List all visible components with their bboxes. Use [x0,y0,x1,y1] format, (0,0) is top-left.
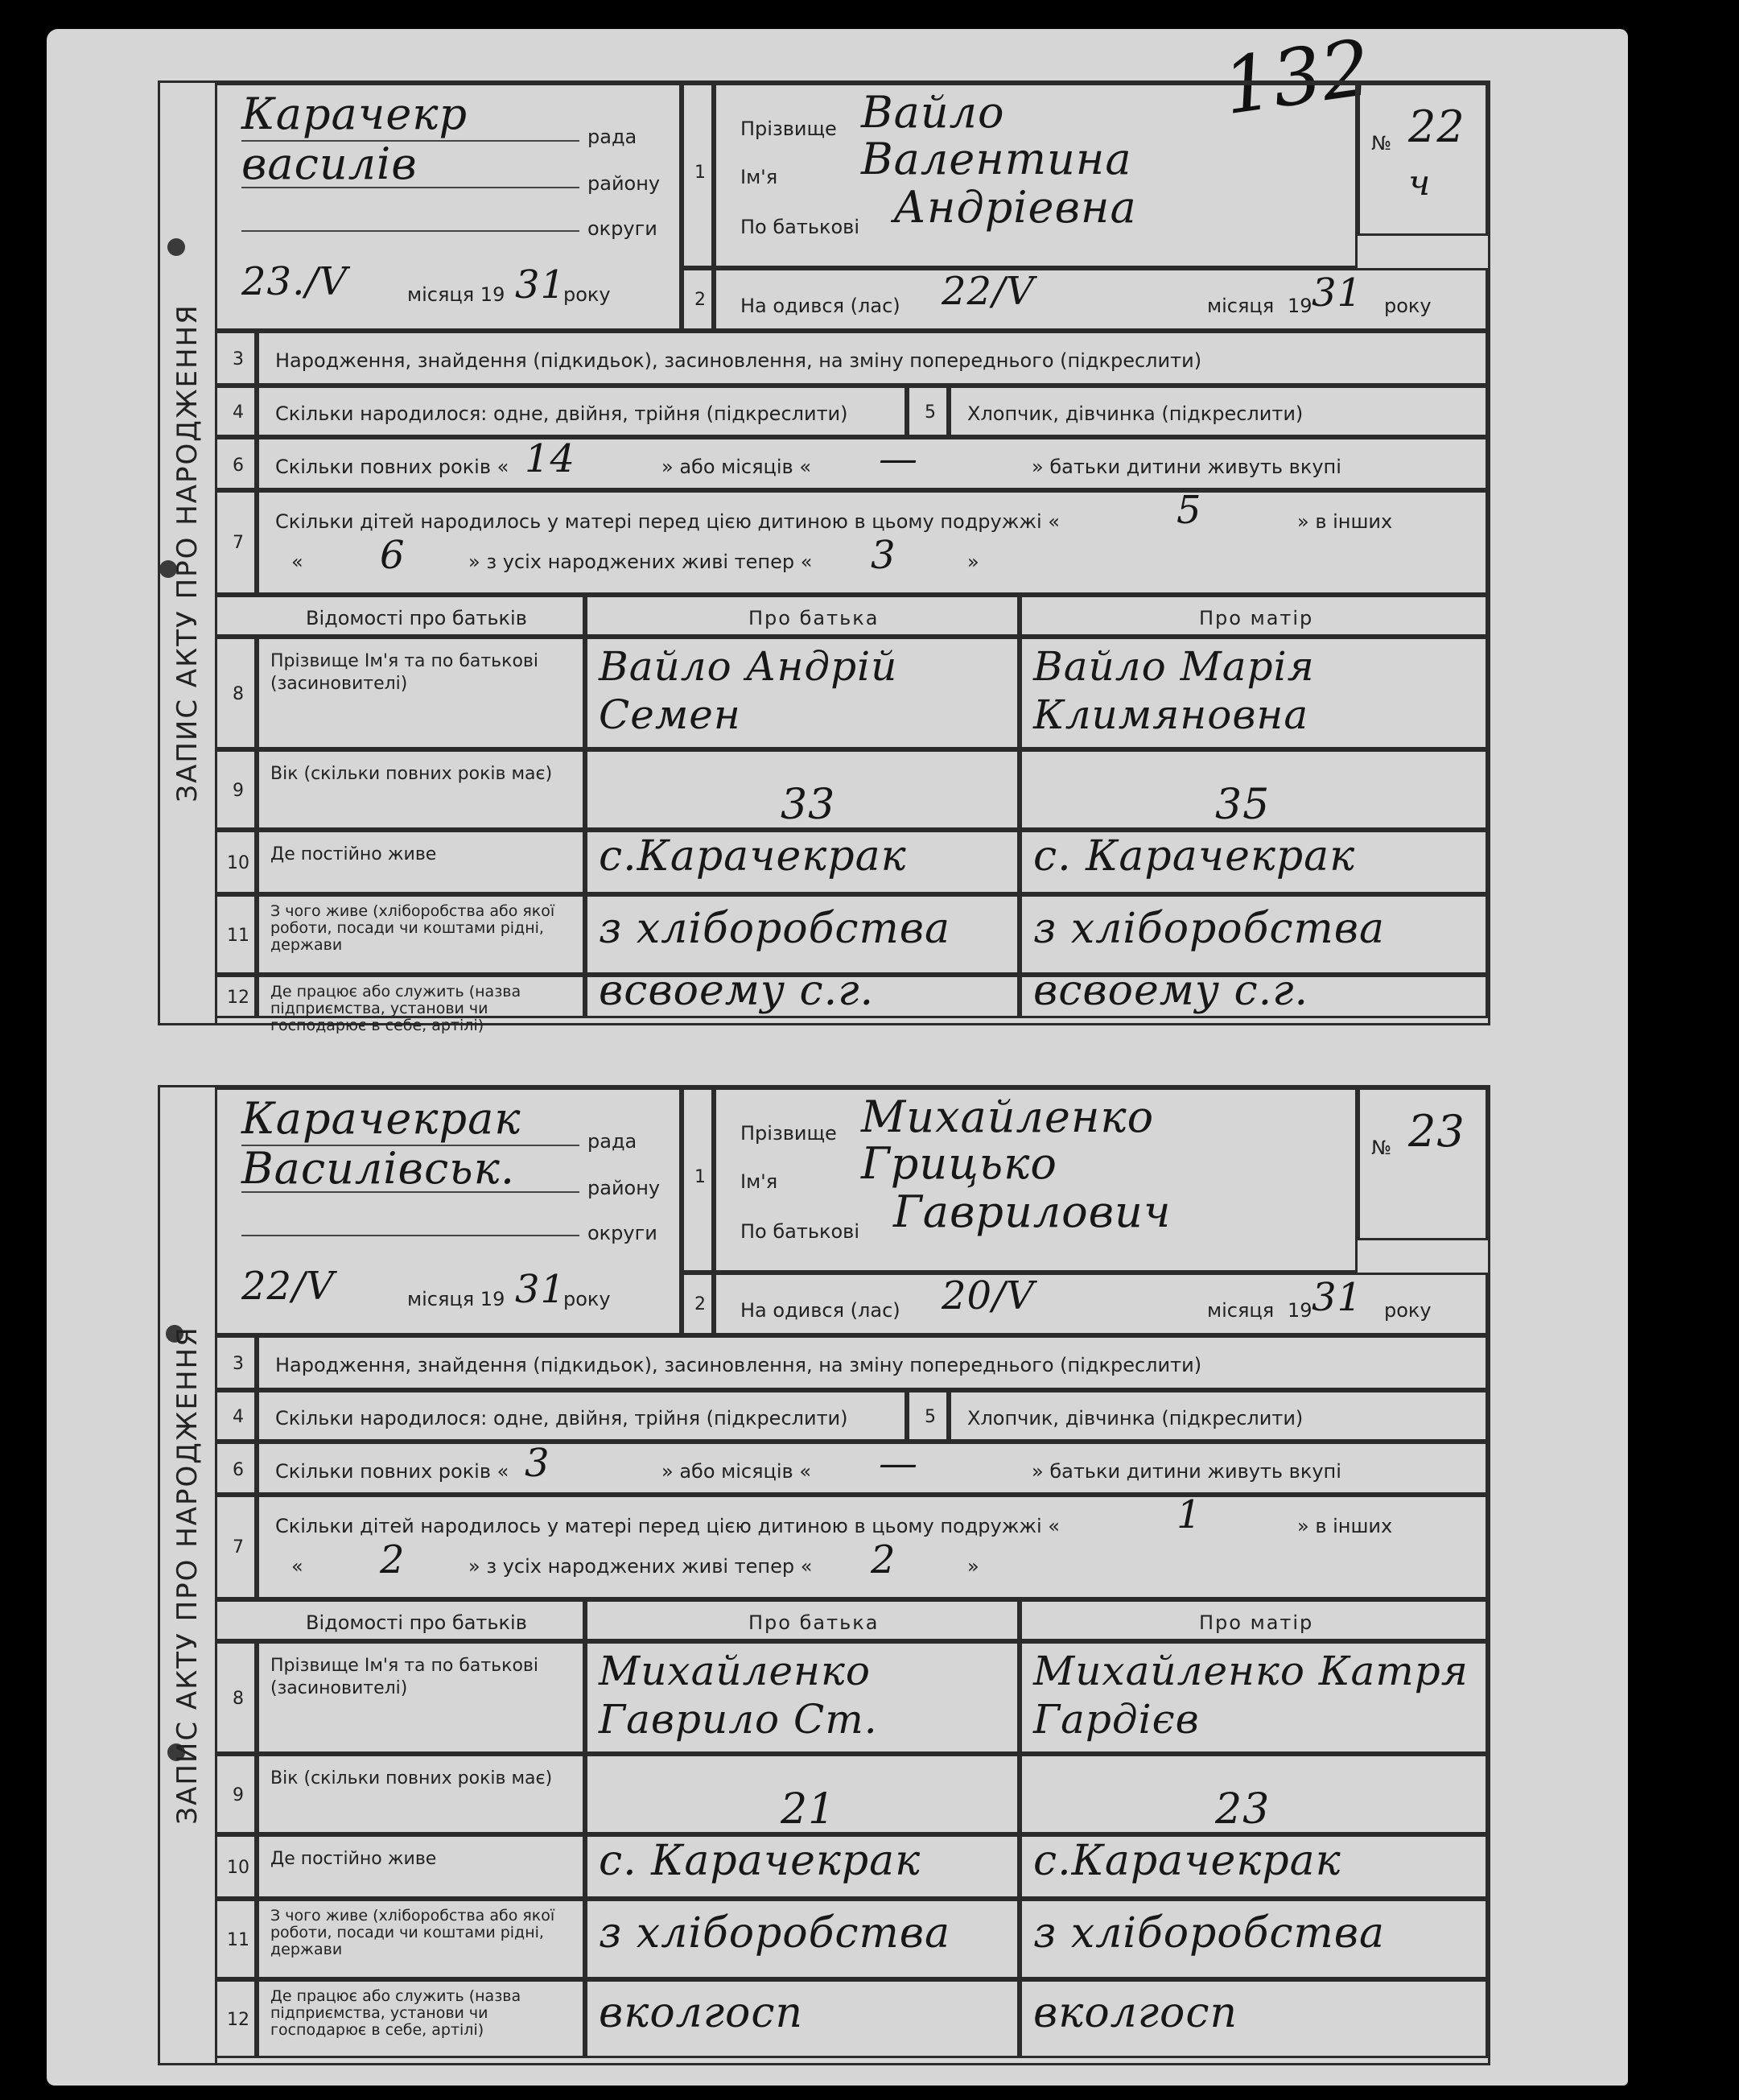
children-this-marriage: 1 [1177,1492,1202,1537]
row-9-label-text: Вік (скільки повних років має) [270,764,553,784]
born-day: 20/V [942,1273,1035,1318]
row-6 [257,437,1488,490]
born-month-label: місяця [1207,295,1275,317]
father-value: Вайло Андрій Семен [599,643,898,738]
children-alive: 3 [871,533,896,578]
okrug-label: округи [587,1222,657,1244]
mother-work [1020,1979,1488,2058]
year-label: року [563,283,611,306]
row-9-label-text: Вік (скільки повних років має) [270,1768,553,1789]
mother-value: Михайленко Катря Гардієв [1033,1648,1469,1743]
mother-income [1020,1899,1488,1979]
born-year: 31 [1312,1275,1363,1320]
name-label: Ім'я [740,1170,778,1193]
header-left [215,83,682,331]
father-value: Михайленко Гаврило Ст. [599,1648,878,1743]
row-9-label [257,749,585,830]
row-3-text: Народження, знайдення (підкидьок), засиновлення, на зміну попереднього (підкреслити) [275,1354,1202,1376]
father-lives [585,830,1020,894]
row-11-label [257,1899,585,1979]
rayon-value: Василівськ. [241,1143,516,1194]
born-year-label: року [1384,295,1432,317]
record-number-box [1358,83,1488,236]
mother-name [1020,637,1488,749]
row-11-label-text: З чого живе (хліборобства або якої роботи, посади чи коштами рідні, держави [270,902,555,954]
side-title-text: ЗАПИС АКТУ ПРО НАРОДЖЕННЯ [171,303,204,802]
father-lives [585,1834,1020,1899]
number-prefix: № [1371,132,1391,155]
row-8-label-text: Прізвище Ім'я та по батькові (засиновителі) [270,1656,538,1698]
year-label: року [563,1288,611,1310]
father-income [585,894,1020,975]
date-day: 22/V [241,1264,335,1309]
child-name: Грицько [861,1138,1057,1189]
father-value: 33 [781,781,836,829]
child-name-block [714,1087,1358,1273]
father-header: Про батька [748,607,880,629]
row-8-label [257,1641,585,1754]
born-year: 31 [1312,270,1363,316]
row-12-label [257,975,585,1034]
mother-value: с. Карачекрак [1033,832,1356,881]
born-month-label: місяця [1207,1299,1275,1322]
date-year: 31 [515,1267,567,1312]
mother-value: вколгосп [1033,1989,1238,2037]
children-other: 6 [380,533,406,578]
father-income [585,1899,1020,1979]
years-together: 3 [525,1441,550,1486]
record-number: 22 [1408,101,1465,152]
row-5 [949,386,1488,437]
row-5-text: Хлопчик, дівчинка (підкреслити) [967,402,1304,425]
patronymic-label: По батькові [740,1220,859,1243]
mother-income [1020,894,1488,975]
row-4-text: Скільки народилося: одне, двійня, трійня (підкреслити) [275,402,848,425]
row-7-text-b: » в інших [1297,510,1393,533]
name-label: Ім'я [740,166,778,188]
surname-label: Прізвище [740,118,837,140]
month-label: місяця 19 [407,283,505,306]
row-10-label-text: Де постійно живе [270,1849,437,1869]
mother-header: Про матір [1199,1611,1314,1634]
father-age [585,749,1020,830]
row-number: 10 [215,1834,257,1899]
mother-value: 23 [1215,1785,1271,1834]
row-number: 8 [215,1641,257,1754]
rada-label: рада [587,126,637,148]
children-alive: 2 [871,1537,896,1582]
father-work [585,967,1020,1018]
row-number: 8 [215,637,257,749]
parents-header-text: Відомості про батьків [306,607,527,629]
birth-record: ЗАПИС АКТУ ПРО НАРОДЖЕННЯ Карачекрак рада Василівськ. району округи 22/V місяця 19 31 року 1 Прізвище Михайленко Ім'я Грицько По батькові Гаврилович № 23 2 На одився (лас) 20/V місяця 19 31 року 3 Народження, знайдення (підкидьок), засиновлення, на зміну попереднього (підкреслити) 4 Скільки народилося: одне, двійня, трійня (підкреслити) 5 Хлопчик, дівчинка (підкреслити) 6 Скільки повних років « 3 » або місяців « — » батьки дитини живуть вкупі 7 Скільки дітей народилось у матері перед цією дитиною в цьому подружжі « 1 » в інших « 2 » з усіх народжених живі тепер « 2 » Відомості про батьків Про батька Про матір 8 Прізвище Ім'я та по батькові (засиновителі) Михайленко Гаврило Ст. Михайленко Катря Гардієв 9 Вік (скільки повних років має) 21 23 10 Де постійно живе с. Карачекрак с.Карачекрак 11 З чого живе (хліборобства або якої роботи, посади чи коштами рідні, держави з хліборобства з хліборобства 12 Де працює або служить (назва підприємства, установи чи господарює в себе, артілі) вколгосп вколгосп [158,1085,1490,2065]
row-7-text-c: » з усіх народжених живі тепер « [468,1555,813,1578]
birth-record: ЗАПИС АКТУ ПРО НАРОДЖЕННЯ Карачекр рада василів району округи 23./V місяця 19 31 року 1 Прізвище Вайло Ім'я Валентина По батькові Андріевна № 22 ч 2 На одився (лас) 22/V місяця 19 31 року 3 Народження, знайдення (підкидьок), засиновлення, на зміну попереднього (підкреслити) 4 Скільки народилося: одне, двійня, трійня (підкреслити) 5 Хлопчик, дівчинка (підкреслити) 6 Скільки повних років « 14 » або місяців « — » батьки дитини живуть вкупі 7 Скільки дітей народилось у матері перед цією дитиною в цьому подружжі « 5 » в інших « 6 » з усіх народжених живі тепер « 3 » Відомості про батьків Про батька Про матір 8 Прізвище Ім'я та по батькові (засиновителі) Вайло Андрій Семен Вайло Марія Климяновна 9 Вік (скільки повних років має) 33 35 10 Де постійно живе с.Карачекрак с. Карачекрак 11 З чого живе (хліборобства або якої роботи, посади чи коштами рідні, держави з хліборобства з хліборобства 12 Де працює або служить (назва підприємства, установи чи господарює в себе, артілі) всвоему с.г. всвоему с.г. [158,80,1490,1025]
row-number-1: 1 [682,83,714,268]
header-left [215,1087,682,1335]
rada-value: Карачекр [241,89,468,139]
row-6-text-b: » або місяців « [661,456,811,478]
row-number: 9 [215,749,257,830]
row-6-text-c: » батьки дитини живуть вкупі [1032,1460,1341,1483]
row-8-label-text: Прізвище Ім'я та по батькові (засиновителі) [270,651,538,694]
row-8-label [257,637,585,749]
father-age [585,1754,1020,1834]
record-number: 23 [1408,1106,1465,1157]
row-number: 10 [215,830,257,894]
row-6-text-a: Скільки повних років « [275,1460,509,1483]
father-value: с. Карачекрак [599,1837,921,1885]
row-10-label [257,1834,585,1899]
child-patronymic: Андріевна [893,182,1137,233]
row-number: 12 [215,975,257,1018]
side-title-text: ЗАПИС АКТУ ПРО НАРОДЖЕННЯ [171,1326,204,1825]
row-number: 11 [215,1899,257,1979]
mother-lives [1020,830,1488,894]
row-6-text-a: Скільки повних років « [275,456,509,478]
patronymic-label: По батькові [740,216,859,238]
parents-header-text: Відомості про батьків [306,1611,527,1634]
months-together: — [879,1441,918,1486]
row-7-text-a: Скільки дітей народилось у матері перед цією дитиною в цьому подружжі « [275,510,1060,533]
row-6 [257,1442,1488,1495]
date-day: 23./V [241,259,348,304]
row-12-label [257,1979,585,2058]
row-5 [949,1390,1488,1442]
row-6-text-c: » батьки дитини живуть вкупі [1032,456,1341,478]
born-date-row: На одився (лас) 20/V місяця 19 31 року [714,1273,1488,1335]
row-7-text-b: » в інших [1297,1515,1393,1537]
father-name [585,1641,1020,1754]
mother-value: с.Карачекрак [1033,1837,1341,1885]
children-this-marriage: 5 [1177,488,1202,533]
father-header: Про батька [748,1611,880,1634]
mother-header: Про матір [1199,607,1314,629]
mother-work [1020,967,1488,1018]
row-11-label [257,894,585,975]
born-date-row: На одився (лас) 22/V місяця 19 31 року [714,268,1488,331]
mother-value: Вайло Марія Климяновна [1033,643,1315,738]
child-name-block [714,83,1358,268]
rada-value: Карачекрак [241,1093,521,1144]
mother-value: всвоему с.г. [1033,967,1309,1015]
row-3-text: Народження, знайдення (підкидьок), засиновлення, на зміну попереднього (підкреслити) [275,349,1202,372]
rayon-label: району [587,1177,661,1199]
father-work [585,1979,1020,2058]
father-value: 21 [781,1785,836,1834]
father-value: вколгосп [599,1989,803,2037]
rayon-label: району [587,172,661,195]
okrug-label: округи [587,217,657,240]
side-title [160,1087,217,2063]
mother-age [1020,749,1488,830]
mother-age [1020,1754,1488,1834]
record-number-box [1358,1087,1488,1240]
mother-lives [1020,1834,1488,1899]
row-4-text: Скільки народилося: одне, двійня, трійня (підкреслити) [275,1407,848,1430]
father-value: з хліборобства [599,1909,951,1958]
row-10-label [257,830,585,894]
row-4 [257,1390,907,1442]
row-11-label-text: З чого живе (хліборобства або якої роботи, посади чи коштами рідні, держави [270,1907,555,1958]
row-number-2: 2 [682,268,714,331]
rayon-value: василів [241,138,418,189]
row-7: Скільки дітей народилось у матері перед цією дитиною в цьому подружжі « 1 » в інших « 2 » з усіх народжених живі тепер « 2 » [257,1495,1488,1599]
parents-header [215,595,585,637]
child-surname: Вайло [861,87,1005,138]
mother-value: з хліборобства [1033,1909,1386,1958]
months-together: — [879,436,918,481]
born-label: На одився (лас) [740,1299,900,1322]
month-label: місяця 19 [407,1288,505,1310]
row-number: 11 [215,894,257,975]
row-6-text-b: » або місяців « [661,1460,811,1483]
children-other: 2 [380,1537,406,1582]
row-3 [257,1335,1488,1390]
row-10-label-text: Де постійно живе [270,844,437,864]
row-number-2: 2 [682,1273,714,1335]
father-name [585,637,1020,749]
row-4 [257,386,907,437]
row-3 [257,331,1488,386]
number-prefix: № [1371,1137,1391,1159]
record-number-note: ч [1408,163,1432,204]
mother-value: з хліборобства [1033,905,1386,953]
mother-name [1020,1641,1488,1754]
row-12-label-text: Де працює або служить (назва підприємства, установи чи господарює в себе, артілі) [270,983,521,1034]
row-9-label [257,1754,585,1834]
row-number: 12 [215,1979,257,2058]
born-day: 22/V [942,269,1035,314]
child-patronymic: Гаврилович [893,1186,1172,1237]
rada-label: рада [587,1130,637,1153]
mother-value: 35 [1215,781,1271,829]
father-value: з хліборобства [599,905,951,953]
father-value: с.Карачекрак [599,832,907,881]
years-together: 14 [525,436,576,481]
row-7: Скільки дітей народилось у матері перед цією дитиною в цьому подружжі « 5 » в інших « 6 » з усіх народжених живі тепер « 3 » [257,490,1488,595]
row-7-text-a: Скільки дітей народилось у матері перед цією дитиною в цьому подружжі « [275,1515,1060,1537]
row-number: 9 [215,1754,257,1834]
page-number: 132 [1218,22,1377,133]
row-number-1: 1 [682,1087,714,1273]
surname-label: Прізвище [740,1122,837,1145]
row-7-text-c: » з усіх народжених живі тепер « [468,551,813,573]
born-year-label: року [1384,1299,1432,1322]
parents-header [215,1599,585,1641]
father-value: всвоему с.г. [599,967,875,1015]
child-name: Валентина [861,134,1132,184]
born-label: На одився (лас) [740,295,900,317]
side-title [160,83,217,1023]
row-5-text: Хлопчик, дівчинка (підкреслити) [967,1407,1304,1430]
child-surname: Михайленко [861,1091,1155,1142]
date-year: 31 [515,262,567,307]
row-12-label-text: Де працює або служить (назва підприємства, установи чи господарює в себе, артілі) [270,1987,521,2039]
